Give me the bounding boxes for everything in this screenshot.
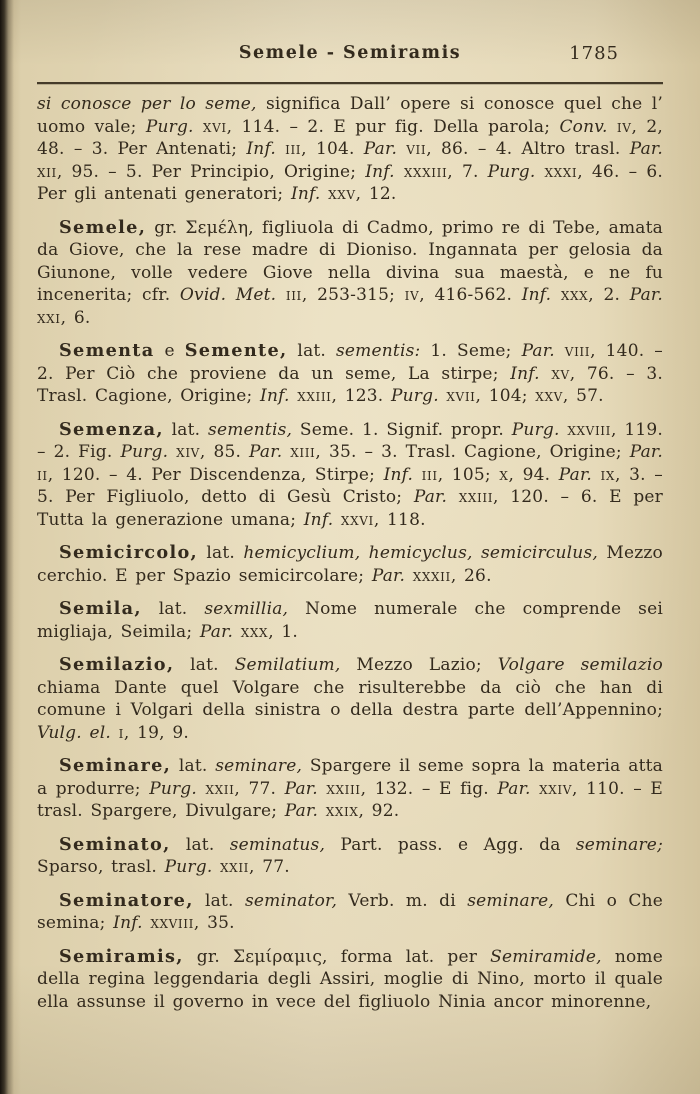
- entry-sementa-semente: Sementa e Semente, lat. sementis: 1. Seme; Par. viii, 140. – 2. Per Ciò che proviene da un seme, La stirpe; Inf. xv, 76. – 3. Trasl. Cagione, Origine; Inf. xxiii, 123. Purg. xvii, 104; xxv, 57.: [37, 340, 663, 406]
- page-body: [37, 93, 663, 1013]
- entry-seminato: Seminato, lat. seminatus, Part. pass. e Agg. da seminare; Sparso, trasl. Purg. xxii, 77.: [37, 833, 663, 877]
- entry-semele: Semele, gr. Σεμέλη, figliuola di Cadmo, primo re di Tebe, amata da Giove, che la rese madre di Dioniso. Ingannata per gelosia da Giunone, volle vedere Giove nella divina sua maestà, e ne fu incenerita; cfr. Ovid. Met. iii, 253-315; iv, 416-562. Inf. xxx, 2. Par. xxi, 6.: [37, 216, 663, 328]
- entry-semilazio: Semilazio, lat. Semilatium, Mezzo Lazio; Volgare semilazio chiama Dante quel Volgare che risulterebbe da ciò che han di comune i Volgari della sinistra o della destra parte dell’Appennino; Vulg. el. i, 19, 9.: [37, 654, 663, 743]
- entry-seminatore: Seminatore, lat. seminator, Verb. m. di seminare, Chi o Che semina; Inf. xxviii, 35.: [37, 889, 664, 933]
- entry-semenza: Semenza, lat. sementis, Seme. 1. Signif. propr. Purg. xxviii, 119. – 2. Fig. Purg. xiv, 85. Par. xiii, 35. – 3. Trasl. Cagione, Origine; Par. ii, 120. – 4. Per Discendenza, Stirpe; Inf. iii, 105; x, 94. Par. ix, 3. – 5. Per Figliuolo, detto di Gesù Cristo; Par. xxiii, 120. – 6. E per Tutta la generazione umana; Inf. xxvi, 118.: [37, 418, 664, 530]
- entry-semila: Semila, lat. sexmillia, Nome numerale che comprende sei migliaja, Seimila; Par. xxx, 1.: [37, 598, 663, 642]
- running-header-title: Semele - Semiramis: [238, 43, 462, 63]
- entry-semiramis: Semiramis, gr. Σεμίραμις, forma lat. per Semiramide, nome della regina leggendaria degli Assiri, moglie di Nino, morto il quale ella assunse il governo in vece del figliuolo Ninia ancor minorenne,: [37, 945, 663, 1012]
- entry-semicircolo: Semicircolo, lat. hemicyclium, hemicyclus, semicirculus, Mezzo cerchio. E per Spazio semicircolare; Par. xxxii, 26.: [37, 542, 663, 586]
- running-header: [37, 42, 663, 65]
- header-rule: [37, 82, 663, 84]
- page-number: 1785: [569, 43, 619, 64]
- entry-seminare: Seminare, lat. seminare, Spargere il seme sopra la materia atta a produrre; Purg. xxii, 77. Par. xxiii, 132. – E fig. Par. xxiv, 110. – E trasl. Spargere, Divulgare; Par. xxix, 92.: [37, 755, 663, 821]
- entry-continuation-seme: si conosce per lo seme, significa Dall’ opere si conosce quel che l’ uomo vale; Purg. xvi, 114. – 2. E pur fig. Della parola; Conv. iv, 2, 48. – 3. Per Antenati; Inf. iii, 104. Par. vii, 86. – 4. Altro trasl. Par. xii, 95. – 5. Per Principio, Origine; Inf. xxxiii, 7. Purg. xxxi, 46. – 6. Per gli antenati generatori; Inf. xxv, 12.: [37, 94, 664, 204]
